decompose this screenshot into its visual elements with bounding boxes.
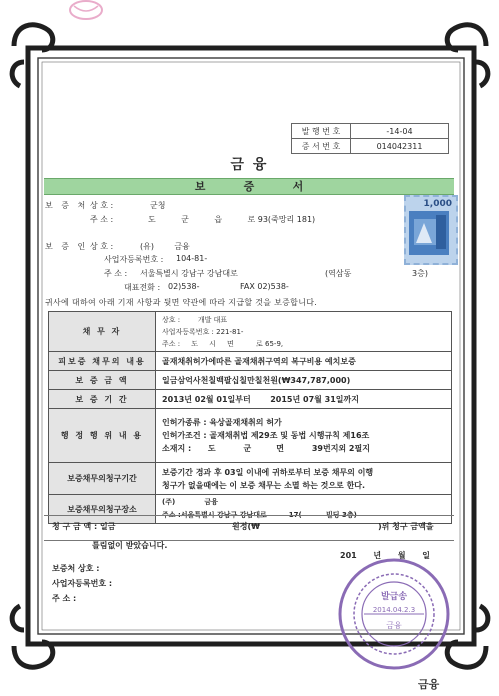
- applicant-phone-value: 02)538-: [168, 282, 200, 291]
- obligation-value: 골재채취허가에따른 골재채취구역의 복구비용 예치보증: [156, 352, 452, 371]
- intro-sentence: 귀사에 대하여 아래 기재 사항과 뒷면 약관에 따라 지급할 것을 보증합니다.: [45, 298, 318, 307]
- applicant-bizno-value: 104-81-: [176, 254, 208, 263]
- title-bar: [44, 178, 454, 195]
- revenue-stamp-image: [406, 209, 452, 257]
- footer-mark: 금융: [418, 678, 440, 691]
- debtor-bizno: 사업자등록번호 : 221-81-: [162, 327, 244, 336]
- company-title: 금 융: [230, 157, 269, 173]
- table-row-period: [49, 390, 452, 409]
- corner-ornament-top-right: [447, 25, 488, 86]
- applicant-label: 보 증 인: [45, 242, 89, 251]
- applicant-name-value: (유) 금융: [140, 242, 190, 251]
- corner-ornament-bottom-left: [12, 606, 53, 667]
- debtor-address: 주소 : 도 시 면 로 65-9,: [162, 339, 284, 348]
- table-row-debtor: [49, 312, 452, 352]
- obligation-label: 피보증 채무의 내용: [49, 352, 156, 371]
- guarantor-address-label: 주 소 :: [90, 215, 114, 224]
- seal-title: 발급송: [380, 592, 408, 602]
- applicant-bizno-label: 사업자등록번호 :: [104, 255, 164, 264]
- top-seal-mark: [70, 1, 102, 19]
- issuance-seal: [336, 556, 452, 672]
- claim-amount-label: 청 구 금 액 : 일금: [52, 522, 116, 531]
- claim-place-line-2: 주소 :서울특별시 강남구 강남대로 17( 빌딩 3층): [162, 511, 357, 519]
- applicant-phone-label: 대표전화 :: [124, 283, 161, 292]
- seal-bottom-text: 금융: [386, 621, 402, 630]
- seal-ring-icon: [336, 556, 452, 672]
- period-value: 2013년 02월 01일부터 2015년 07월 31일까지: [156, 390, 452, 409]
- certificate-number-value: 014042311: [351, 139, 449, 154]
- revenue-stamp-amount: 1,000: [423, 199, 452, 209]
- applicant-address-floor: 3층): [412, 269, 428, 278]
- receipt-company-label: 보증처 상호 :: [52, 564, 100, 573]
- won-label: 원정(₩: [232, 522, 260, 531]
- receipt-date: 201 년 월 일: [340, 551, 431, 560]
- amount-label: 보 증 금 액: [49, 371, 156, 390]
- claim-period-line-1: 보증기간 경과 후 03일 이내에 귀하로부터 보증 채무의 이행: [162, 467, 374, 477]
- applicant-address-value: 서울특별시 강남구 강남대로: [140, 269, 238, 278]
- debtor-label: 채 무 자: [49, 312, 156, 352]
- claim-place-line-1: (주) 금융: [162, 498, 218, 506]
- issue-number-label: 발 행 번 호: [292, 124, 351, 139]
- table-row-claim-period: [49, 463, 452, 495]
- guarantor-name-value: 군청: [150, 201, 166, 210]
- applicant-address-extra: (역삼동: [325, 269, 352, 278]
- applicant-address-label: 주 소 :: [104, 269, 128, 278]
- admin-line-3: 소재지 : 도 군 면 39번지외 2필지: [162, 444, 370, 453]
- amount-value: 일금삼억사천칠백팔십칠만칠천원(₩347,787,000): [156, 371, 452, 390]
- guarantor-label: 보 증 처: [45, 201, 89, 210]
- admin-label: 행 정 행 위 내 용: [49, 409, 156, 463]
- period-label: 보 증 기 간: [49, 390, 156, 409]
- corner-ornament-bottom-right: [447, 606, 488, 667]
- guarantor-name-label: 상 호 :: [90, 201, 114, 210]
- certificate-number-label: 증 서 번 호: [292, 139, 351, 154]
- receipt-address-label: 주 소 :: [52, 594, 77, 603]
- document-info-box: [291, 123, 449, 154]
- table-row-admin: [49, 409, 452, 463]
- applicant-name-label: 상 호 :: [90, 242, 114, 251]
- admin-line-1: 인허가종류 : 육상골재채취의 허가: [162, 418, 282, 427]
- receipt-bizno-label: 사업자등록번호 :: [52, 579, 113, 588]
- guarantor-address-value: 도 군 읍 로 93(죽망리 181): [148, 215, 316, 224]
- claim-period-line-2: 청구가 없을때에는 이 보증 채무는 소멸 하는 것으로 한다.: [162, 480, 366, 490]
- seal-date: 2014.04.2.3: [372, 606, 416, 614]
- revenue-stamp: [404, 195, 458, 265]
- table-row-obligation: [49, 352, 452, 371]
- document-title: 보 증 서: [194, 180, 304, 193]
- corner-ornament-top-left: [12, 25, 53, 86]
- debtor-name: 상호 : 개발 대표: [162, 315, 228, 324]
- claim-place-label: 보증채무의청구장소: [49, 495, 156, 524]
- received-text: 틀림없이 받았습니다.: [92, 541, 168, 550]
- issue-number-value: -14-04: [351, 124, 449, 139]
- guarantee-details-table: [48, 311, 452, 524]
- claim-amount-close: )위 청구 금액을: [378, 522, 434, 531]
- admin-line-2: 인허가조건 : 골재채취법 제29조 및 동법 시행규칙 제16조: [162, 431, 370, 440]
- table-row-amount: [49, 371, 452, 390]
- applicant-fax-label: FAX 02)538-: [240, 282, 289, 291]
- claim-period-label: 보증채무의청구기간: [49, 463, 156, 495]
